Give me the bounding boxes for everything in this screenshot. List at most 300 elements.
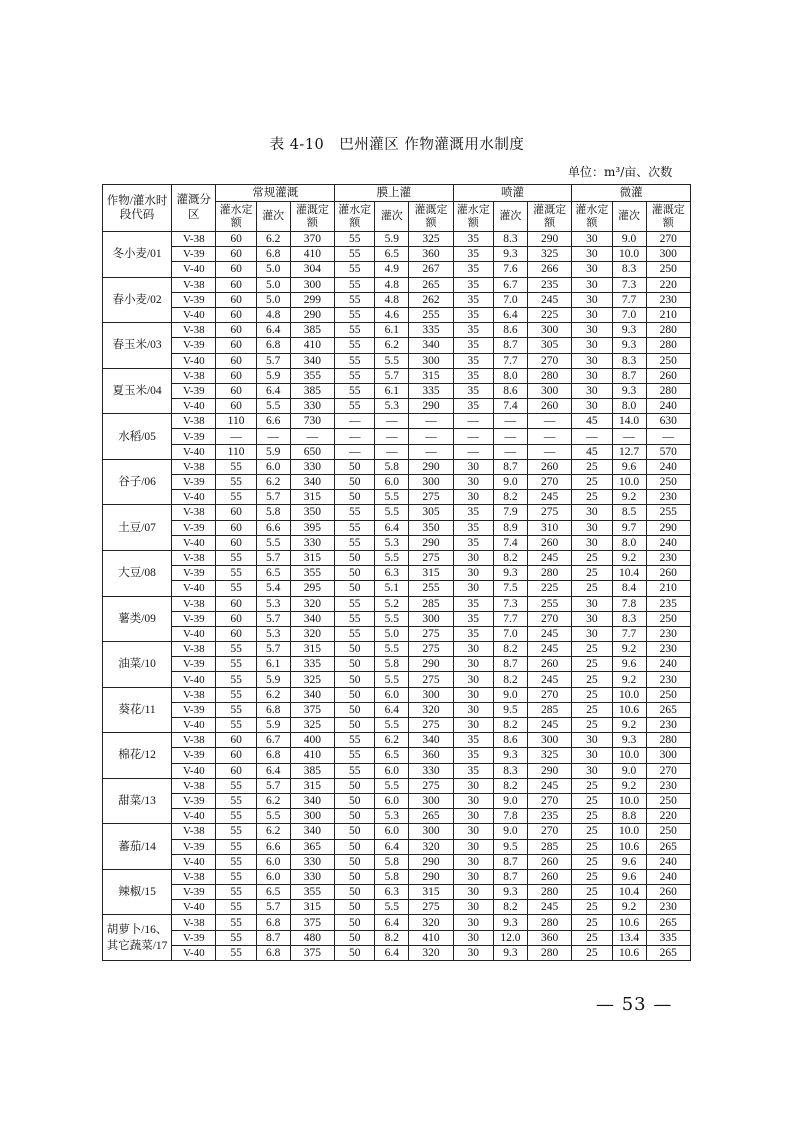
value-cell: 6.8 xyxy=(256,945,290,960)
value-cell: 6.3 xyxy=(375,885,409,900)
value-cell: 6.0 xyxy=(375,763,409,778)
value-cell: — xyxy=(335,414,375,429)
value-cell: 9.3 xyxy=(612,323,646,338)
value-cell: 270 xyxy=(527,793,571,808)
value-cell: 8.4 xyxy=(612,581,646,596)
value-cell: 55 xyxy=(216,475,256,490)
value-cell: 55 xyxy=(216,930,256,945)
value-cell: 6.8 xyxy=(256,702,290,717)
zone-cell: V-39 xyxy=(172,475,216,490)
value-cell: 240 xyxy=(646,399,690,414)
value-cell: 30 xyxy=(453,566,493,581)
value-cell: 5.5 xyxy=(375,718,409,733)
value-cell: 30 xyxy=(453,687,493,702)
value-cell: 30 xyxy=(572,292,612,307)
value-cell: 6.2 xyxy=(375,733,409,748)
value-cell: 30 xyxy=(453,809,493,824)
value-cell: 230 xyxy=(646,900,690,915)
value-cell: 30 xyxy=(453,839,493,854)
value-cell: 35 xyxy=(453,626,493,641)
value-cell: 9.6 xyxy=(612,854,646,869)
zone-cell: V-39 xyxy=(172,338,216,353)
value-cell: 8.6 xyxy=(493,733,527,748)
value-cell: 35 xyxy=(453,748,493,763)
value-cell: 50 xyxy=(335,718,375,733)
value-cell: 55 xyxy=(335,307,375,322)
crop-name-cell: 甜菜/13 xyxy=(103,778,172,824)
value-cell: — xyxy=(493,414,527,429)
value-cell: 8.9 xyxy=(493,520,527,535)
value-cell: 10.6 xyxy=(612,839,646,854)
value-cell: — xyxy=(375,429,409,444)
zone-cell: V-40 xyxy=(172,581,216,596)
value-cell: 340 xyxy=(290,793,334,808)
value-cell: 8.2 xyxy=(493,778,527,793)
value-cell: 340 xyxy=(290,475,334,490)
sub-header: 灌溉定额 xyxy=(527,202,571,232)
value-cell: 230 xyxy=(646,718,690,733)
value-cell: 55 xyxy=(335,505,375,520)
value-cell: 30 xyxy=(572,763,612,778)
value-cell: 50 xyxy=(335,550,375,565)
zone-cell: V-38 xyxy=(172,824,216,839)
value-cell: 230 xyxy=(646,626,690,641)
zone-cell: V-40 xyxy=(172,718,216,733)
zone-cell: V-39 xyxy=(172,702,216,717)
value-cell: 50 xyxy=(335,839,375,854)
value-cell: 262 xyxy=(409,292,453,307)
table-row xyxy=(103,444,691,459)
value-cell: 30 xyxy=(572,520,612,535)
value-cell: 9.3 xyxy=(612,733,646,748)
crop-name-cell: 水稻/05 xyxy=(103,414,172,460)
value-cell: 9.3 xyxy=(493,885,527,900)
value-cell: 320 xyxy=(409,945,453,960)
value-cell: 30 xyxy=(572,535,612,550)
value-cell: 25 xyxy=(572,793,612,808)
value-cell: 245 xyxy=(527,778,571,793)
value-cell: 9.6 xyxy=(612,657,646,672)
table-row xyxy=(103,839,691,854)
value-cell: 30 xyxy=(453,581,493,596)
zone-cell: V-40 xyxy=(172,490,216,505)
value-cell: 250 xyxy=(646,824,690,839)
value-cell: 55 xyxy=(216,550,256,565)
value-cell: 220 xyxy=(646,809,690,824)
table-row xyxy=(103,383,691,398)
value-cell: 210 xyxy=(646,581,690,596)
value-cell: 6.7 xyxy=(493,277,527,292)
value-cell: 10.0 xyxy=(612,687,646,702)
value-cell: 55 xyxy=(335,733,375,748)
value-cell: 35 xyxy=(453,520,493,535)
zone-cell: V-40 xyxy=(172,353,216,368)
value-cell: 375 xyxy=(290,945,334,960)
value-cell: 5.0 xyxy=(375,626,409,641)
value-cell: 6.4 xyxy=(375,839,409,854)
value-cell: 30 xyxy=(453,778,493,793)
table-row xyxy=(103,930,691,945)
value-cell: 250 xyxy=(646,353,690,368)
value-cell: 60 xyxy=(216,338,256,353)
value-cell: 50 xyxy=(335,672,375,687)
value-cell: 285 xyxy=(409,596,453,611)
table-row xyxy=(103,292,691,307)
value-cell: 30 xyxy=(572,353,612,368)
value-cell: 245 xyxy=(527,900,571,915)
value-cell: 5.3 xyxy=(375,399,409,414)
value-cell: 265 xyxy=(646,945,690,960)
value-cell: 280 xyxy=(646,733,690,748)
value-cell: 30 xyxy=(572,611,612,626)
value-cell: 6.2 xyxy=(256,824,290,839)
group-header-film: 膜上灌 xyxy=(335,185,454,202)
value-cell: 35 xyxy=(453,611,493,626)
value-cell: 10.4 xyxy=(612,885,646,900)
zone-cell: V-39 xyxy=(172,748,216,763)
table-row xyxy=(103,915,691,930)
zone-cell: V-39 xyxy=(172,657,216,672)
value-cell: 266 xyxy=(527,262,571,277)
value-cell: 280 xyxy=(646,323,690,338)
crop-name-cell: 土豆/07 xyxy=(103,505,172,551)
value-cell: 55 xyxy=(216,581,256,596)
value-cell: 5.5 xyxy=(256,809,290,824)
value-cell: 30 xyxy=(572,338,612,353)
value-cell: 60 xyxy=(216,292,256,307)
zone-cell: V-38 xyxy=(172,459,216,474)
value-cell: 30 xyxy=(453,885,493,900)
table-row xyxy=(103,247,691,262)
value-cell: 335 xyxy=(646,930,690,945)
value-cell: 5.7 xyxy=(256,778,290,793)
value-cell: 6.2 xyxy=(256,687,290,702)
irrigation-table xyxy=(102,184,691,961)
value-cell: 50 xyxy=(335,809,375,824)
value-cell: 290 xyxy=(409,399,453,414)
value-cell: 355 xyxy=(290,566,334,581)
value-cell: 355 xyxy=(290,368,334,383)
value-cell: 30 xyxy=(572,596,612,611)
value-cell: 320 xyxy=(409,702,453,717)
value-cell: 60 xyxy=(216,763,256,778)
value-cell: 270 xyxy=(646,763,690,778)
value-cell: 9.3 xyxy=(493,945,527,960)
value-cell: 250 xyxy=(646,793,690,808)
value-cell: — xyxy=(290,429,334,444)
value-cell: 8.2 xyxy=(493,672,527,687)
value-cell: 5.5 xyxy=(375,900,409,915)
zone-cell: V-39 xyxy=(172,839,216,854)
table-row xyxy=(103,490,691,505)
table-row xyxy=(103,520,691,535)
value-cell: 25 xyxy=(572,839,612,854)
value-cell: 9.0 xyxy=(493,687,527,702)
value-cell: 25 xyxy=(572,581,612,596)
value-cell: 6.6 xyxy=(256,520,290,535)
value-cell: 325 xyxy=(290,718,334,733)
value-cell: 230 xyxy=(646,778,690,793)
value-cell: 9.6 xyxy=(612,869,646,884)
value-cell: 35 xyxy=(453,733,493,748)
sub-header: 灌溉定额 xyxy=(646,202,690,232)
value-cell: 5.3 xyxy=(375,535,409,550)
value-cell: 5.4 xyxy=(256,581,290,596)
value-cell: 25 xyxy=(572,566,612,581)
value-cell: 5.8 xyxy=(375,869,409,884)
value-cell: 300 xyxy=(527,323,571,338)
value-cell: 370 xyxy=(290,232,334,247)
value-cell: 55 xyxy=(335,399,375,414)
value-cell: 50 xyxy=(335,642,375,657)
value-cell: 8.7 xyxy=(493,869,527,884)
zone-cell: V-38 xyxy=(172,323,216,338)
group-header-micro: 微灌 xyxy=(572,185,691,202)
zone-cell: V-40 xyxy=(172,900,216,915)
value-cell: 7.3 xyxy=(493,596,527,611)
crop-name-cell: 油菜/10 xyxy=(103,642,172,688)
value-cell: 7.3 xyxy=(612,277,646,292)
zone-cell: V-38 xyxy=(172,550,216,565)
zone-cell: V-38 xyxy=(172,596,216,611)
value-cell: 30 xyxy=(453,793,493,808)
value-cell: 55 xyxy=(335,763,375,778)
value-cell: 55 xyxy=(335,338,375,353)
zone-cell: V-40 xyxy=(172,945,216,960)
value-cell: 6.8 xyxy=(256,247,290,262)
value-cell: 6.1 xyxy=(375,323,409,338)
value-cell: 6.4 xyxy=(256,383,290,398)
table-row xyxy=(103,475,691,490)
value-cell: 45 xyxy=(572,414,612,429)
group-header-sprinkler: 喷灌 xyxy=(453,185,572,202)
zone-cell: V-40 xyxy=(172,854,216,869)
value-cell: 330 xyxy=(290,854,334,869)
table-row xyxy=(103,399,691,414)
value-cell: 60 xyxy=(216,626,256,641)
value-cell: 330 xyxy=(290,535,334,550)
value-cell: — xyxy=(527,444,571,459)
table-row xyxy=(103,550,691,565)
value-cell: 315 xyxy=(290,490,334,505)
value-cell: 5.7 xyxy=(256,550,290,565)
value-cell: 55 xyxy=(216,854,256,869)
value-cell: 9.2 xyxy=(612,718,646,733)
value-cell: 355 xyxy=(290,885,334,900)
value-cell: 480 xyxy=(290,930,334,945)
value-cell: 55 xyxy=(216,702,256,717)
value-cell: 240 xyxy=(646,459,690,474)
zone-cell: V-39 xyxy=(172,520,216,535)
value-cell: 5.7 xyxy=(256,900,290,915)
value-cell: 5.5 xyxy=(375,611,409,626)
value-cell: 5.2 xyxy=(375,596,409,611)
value-cell: 260 xyxy=(527,535,571,550)
zone-cell: V-40 xyxy=(172,307,216,322)
value-cell: 25 xyxy=(572,702,612,717)
value-cell: 10.6 xyxy=(612,702,646,717)
table-row xyxy=(103,414,691,429)
value-cell: 7.0 xyxy=(612,307,646,322)
value-cell: 8.7 xyxy=(493,338,527,353)
value-cell: 320 xyxy=(409,839,453,854)
value-cell: 60 xyxy=(216,353,256,368)
value-cell: 270 xyxy=(527,824,571,839)
crop-name-cell: 薯类/09 xyxy=(103,596,172,642)
value-cell: — xyxy=(453,414,493,429)
value-cell: 30 xyxy=(572,262,612,277)
value-cell: 6.5 xyxy=(256,566,290,581)
value-cell: 7.9 xyxy=(493,505,527,520)
crop-name-cell: 大豆/08 xyxy=(103,550,172,596)
value-cell: 8.2 xyxy=(375,930,409,945)
value-cell: 300 xyxy=(409,687,453,702)
value-cell: 6.5 xyxy=(375,247,409,262)
value-cell: 7.7 xyxy=(612,626,646,641)
value-cell: 30 xyxy=(572,323,612,338)
value-cell: 10.0 xyxy=(612,793,646,808)
value-cell: 35 xyxy=(453,323,493,338)
table-row xyxy=(103,581,691,596)
value-cell: 8.3 xyxy=(612,353,646,368)
zone-cell: V-38 xyxy=(172,368,216,383)
table-row xyxy=(103,733,691,748)
value-cell: 230 xyxy=(646,292,690,307)
value-cell: 235 xyxy=(527,809,571,824)
value-cell: 6.1 xyxy=(375,383,409,398)
value-cell: 9.3 xyxy=(493,247,527,262)
value-cell: 25 xyxy=(572,657,612,672)
value-cell: 30 xyxy=(572,383,612,398)
value-cell: 30 xyxy=(453,930,493,945)
value-cell: 30 xyxy=(453,854,493,869)
value-cell: 5.9 xyxy=(256,718,290,733)
value-cell: 50 xyxy=(335,945,375,960)
value-cell: 650 xyxy=(290,444,334,459)
value-cell: 55 xyxy=(335,535,375,550)
crop-name-cell: 春小麦/02 xyxy=(103,277,172,323)
value-cell: 9.2 xyxy=(612,490,646,505)
value-cell: 290 xyxy=(409,854,453,869)
value-cell: 8.7 xyxy=(493,657,527,672)
value-cell: 35 xyxy=(453,383,493,398)
value-cell: 6.2 xyxy=(256,793,290,808)
value-cell: 30 xyxy=(453,702,493,717)
value-cell: 6.4 xyxy=(493,307,527,322)
value-cell: 10.0 xyxy=(612,247,646,262)
value-cell: 6.5 xyxy=(375,748,409,763)
value-cell: 9.0 xyxy=(493,793,527,808)
value-cell: 5.5 xyxy=(375,490,409,505)
value-cell: — xyxy=(335,444,375,459)
value-cell: 5.7 xyxy=(375,368,409,383)
value-cell: 255 xyxy=(409,307,453,322)
value-cell: 55 xyxy=(216,824,256,839)
value-cell: 55 xyxy=(216,839,256,854)
value-cell: 7.6 xyxy=(493,262,527,277)
value-cell: — xyxy=(375,444,409,459)
value-cell: 35 xyxy=(453,596,493,611)
value-cell: 8.3 xyxy=(612,262,646,277)
value-cell: 5.7 xyxy=(256,490,290,505)
value-cell: 9.3 xyxy=(493,748,527,763)
value-cell: 8.6 xyxy=(493,383,527,398)
value-cell: 375 xyxy=(290,915,334,930)
value-cell: 330 xyxy=(290,869,334,884)
value-cell: 395 xyxy=(290,520,334,535)
zone-cell: V-39 xyxy=(172,885,216,900)
value-cell: 400 xyxy=(290,733,334,748)
value-cell: — xyxy=(527,414,571,429)
table-row xyxy=(103,277,691,292)
value-cell: 30 xyxy=(572,368,612,383)
value-cell: 340 xyxy=(290,611,334,626)
table-row xyxy=(103,262,691,277)
value-cell: 385 xyxy=(290,323,334,338)
value-cell: 35 xyxy=(453,338,493,353)
value-cell: 8.3 xyxy=(493,232,527,247)
table-row xyxy=(103,869,691,884)
value-cell: 245 xyxy=(527,626,571,641)
table-row xyxy=(103,232,691,247)
value-cell: 330 xyxy=(290,459,334,474)
value-cell: 35 xyxy=(453,292,493,307)
value-cell: 270 xyxy=(646,232,690,247)
value-cell: 300 xyxy=(646,247,690,262)
value-cell: 55 xyxy=(216,915,256,930)
value-cell: 230 xyxy=(646,490,690,505)
value-cell: 7.5 xyxy=(493,581,527,596)
value-cell: 340 xyxy=(409,733,453,748)
value-cell: 315 xyxy=(290,550,334,565)
value-cell: 410 xyxy=(290,247,334,262)
value-cell: 265 xyxy=(409,809,453,824)
value-cell: 270 xyxy=(527,353,571,368)
value-cell: 25 xyxy=(572,809,612,824)
value-cell: 60 xyxy=(216,232,256,247)
value-cell: 6.4 xyxy=(256,763,290,778)
value-cell: 5.8 xyxy=(375,657,409,672)
value-cell: 730 xyxy=(290,414,334,429)
value-cell: 35 xyxy=(453,247,493,262)
value-cell: 110 xyxy=(216,444,256,459)
value-cell: 9.3 xyxy=(612,338,646,353)
table-row xyxy=(103,854,691,869)
value-cell: 60 xyxy=(216,399,256,414)
value-cell: 10.0 xyxy=(612,824,646,839)
value-cell: 340 xyxy=(290,687,334,702)
value-cell: 55 xyxy=(216,459,256,474)
value-cell: 260 xyxy=(527,657,571,672)
value-cell: 50 xyxy=(335,854,375,869)
sub-header: 灌水定额 xyxy=(335,202,375,232)
value-cell: 4.8 xyxy=(375,277,409,292)
value-cell: 55 xyxy=(335,368,375,383)
value-cell: 6.3 xyxy=(375,566,409,581)
value-cell: 375 xyxy=(290,702,334,717)
table-row xyxy=(103,307,691,322)
zone-cell: V-40 xyxy=(172,763,216,778)
value-cell: 8.3 xyxy=(612,611,646,626)
table-row xyxy=(103,657,691,672)
value-cell: 315 xyxy=(290,900,334,915)
value-cell: 265 xyxy=(646,839,690,854)
value-cell: 275 xyxy=(409,900,453,915)
value-cell: 300 xyxy=(409,611,453,626)
value-cell: 280 xyxy=(527,915,571,930)
table-title: 表 4-10 巴州灌区 作物灌溉用水制度 xyxy=(269,137,525,153)
value-cell: 410 xyxy=(409,930,453,945)
